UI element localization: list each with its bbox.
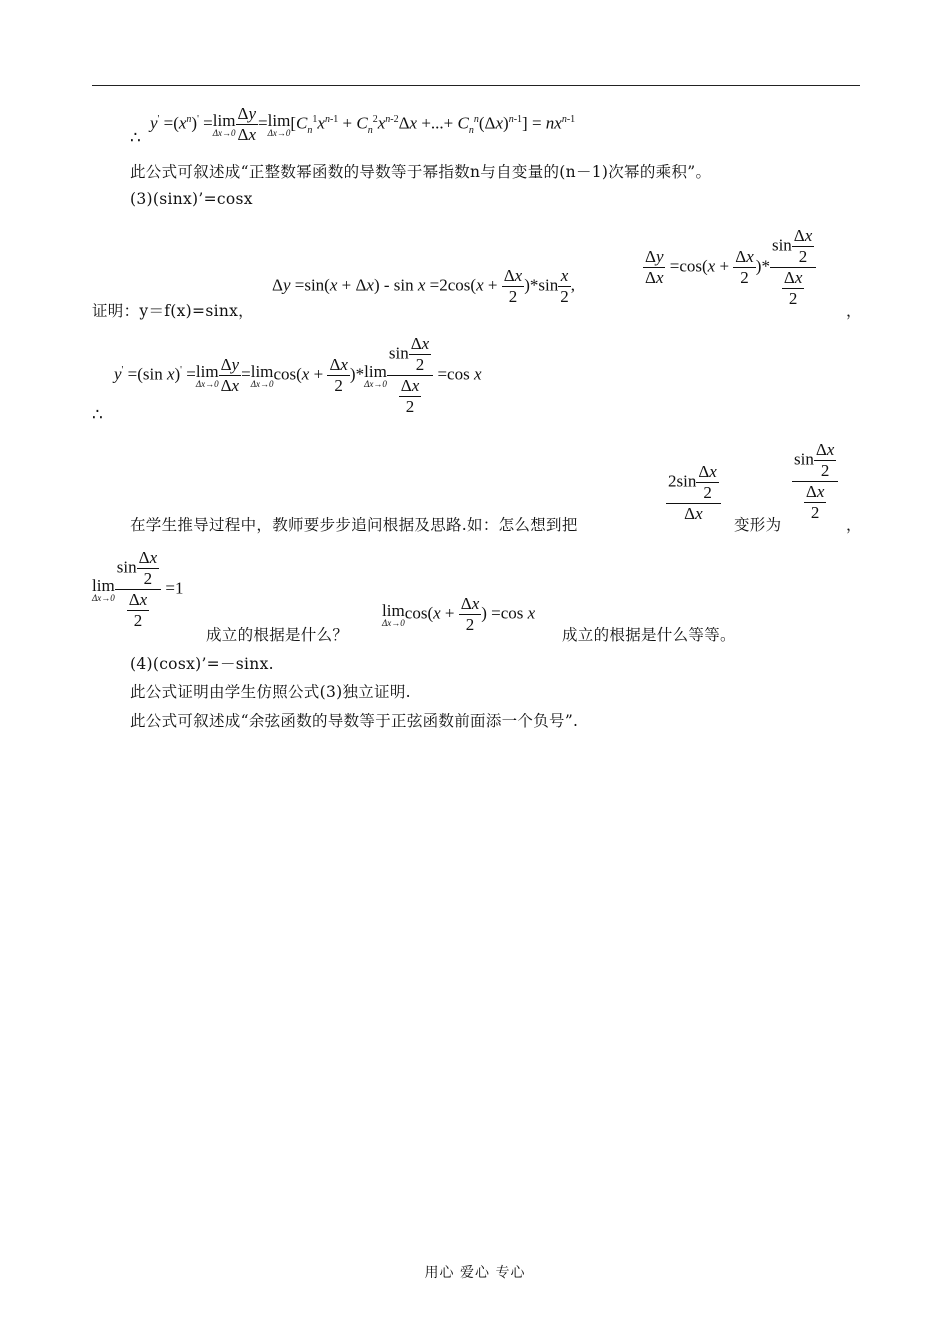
text-question-a: 成立的根据是什么？ <box>206 626 349 644</box>
proof-label: 证明：y＝f(x)=sinx， <box>92 302 254 320</box>
heading-cos-derivative: (4)(cosx)’=－sinx. <box>130 655 274 673</box>
therefore-symbol: ∴ <box>130 128 141 148</box>
paragraph-teaching: 在学生推导过程中，教师要步步追问根据及思路.如：怎么想到把 <box>130 516 578 534</box>
formula-expression-b: sin $\frac{\Delta x}{2}$ $\frac{\Delta x}{2}$ <box>792 440 838 523</box>
text-transform-to: 变形为 <box>734 516 782 534</box>
paragraph-cos-rule: 此公式可叙述成“余弦函数的导数等于正弦函数前面添一个负号”. <box>130 712 579 730</box>
paragraph-cos-proof: 此公式证明由学生仿照公式(3)独立证明. <box>130 683 411 701</box>
formula-expression-a: 2sin $\frac{\Delta x}{2}$ Δx <box>666 462 721 524</box>
formula-difference-quotient: $\frac{\Delta y}{\Delta x}$ =cos(x + $\frac{\Delta x}{2}$ )* sin $\frac{\Delta x}{2}$ $\frac{\Delta x}{2}$ <box>643 226 816 309</box>
comma: ， <box>846 302 862 320</box>
formula-limit-cos: lim Δx→0 cos(x + $\frac{\Delta x}{2}$ ) =cos x <box>382 594 536 634</box>
formula-limit-sin: lim Δx→0 sin $\frac{\Delta x}{2}$ $\frac{\Delta x}{2}$ =1 <box>92 548 184 630</box>
formula-sin-derivative: y' =(sin x)' =lim Δx→0 $\frac{\Delta y}{\Delta x}$ =lim Δx→0 cos(x + $\frac{\Delta x}{2}$ )*lim Δx→0 sin $\frac{\Delta x}{2}$ $\frac{\Delta x}{2}$ =cos x <box>114 334 482 416</box>
comma-2: ， <box>846 516 862 534</box>
formula-delta-y: Δy =sin(x + Δx) - sin x =2cos(x + $\frac{\Delta x}{2}$ )*sin $\frac{x}{2}$ , <box>272 266 575 306</box>
text-question-b: 成立的根据是什么等等。 <box>562 626 736 644</box>
formula-power-rule: $y' =(x^n)' =\lim$ Δx→0 $\frac{\Delta y}{\Delta x}$ =lim Δx→0 [$C_n^1x^{n-1} + C_n^2x^{n-2}\Delta x$ +...+ $C_n^n(\Delta x)^{n-1}] = nx^{n-1}$ <box>150 104 576 144</box>
page-footer: 用心 爱心 专心 <box>424 1265 526 1281</box>
header-rule <box>92 85 860 86</box>
heading-sin-derivative: (3)(sinx)’=cosx <box>130 190 253 208</box>
paragraph-power-rule: 此公式可叙述成“正整数幂函数的导数等于幂指数n与自变量的(n－1)次幂的乘积”。 <box>130 163 712 181</box>
therefore-symbol-2: ∴ <box>92 405 103 425</box>
